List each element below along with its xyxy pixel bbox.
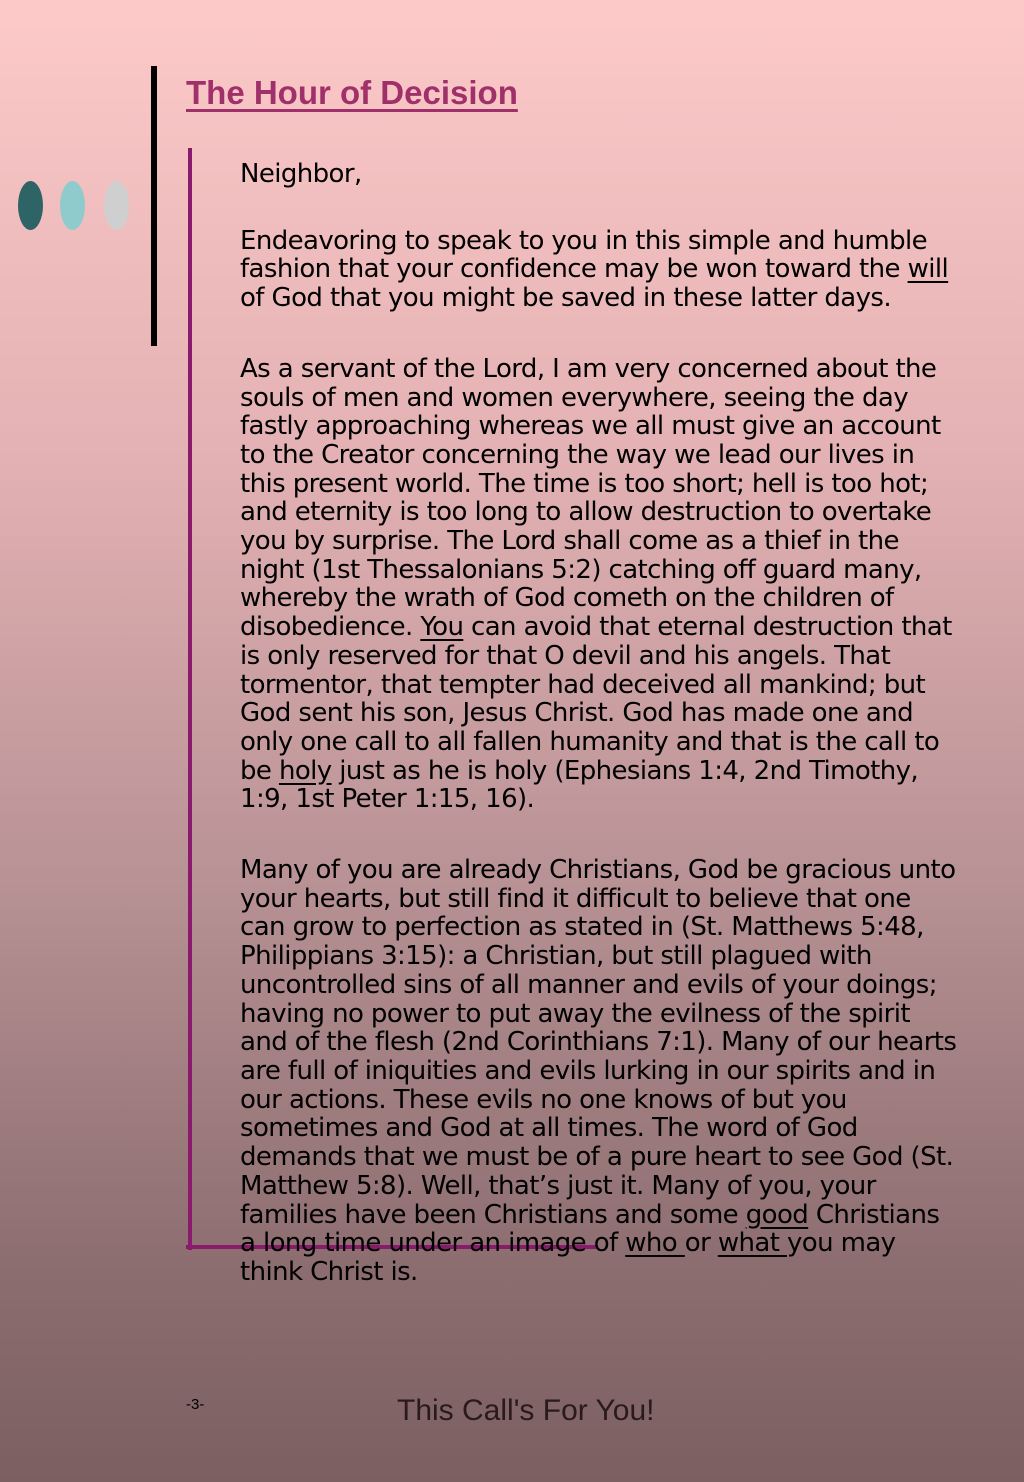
page-title: The Hour of Decision (186, 74, 518, 111)
p2-text-c: can avoid that eternal destruction that is only reserved for that O devil and his angels. That tormentor, that tempter had deceived all mankind; but God sent his son, Jesus Christ. God has made one and only one call to all fallen humanity and that is the call to be (240, 612, 952, 786)
p1-underlined-will: will (907, 254, 949, 285)
p3-text-a: Many of you are already Christians, God be gracious unto your hearts, but still find it difficult to believe that one can grow to perfection as stated in (St. Matthews 5:48, Philippians 3:15): a Christian, but still plagued with uncontrolled sins of all manner and evils of your doings; having no power to put away the evilness of the spirit and of the flesh (2nd Corinthians 7:1). Many of our hearts are full of iniquities and evils lurking in our spirits and in our actions. These evils no one knows of but you sometimes and God at all times. The word of God demands that we must be of a pure heart to see God (St. Matthew 5:8). Well, that’s just it. Many of you, your families have been Christians and some (240, 855, 957, 1230)
p3-underlined-good: good (745, 1199, 809, 1230)
letter-body (240, 160, 960, 1329)
greeting: Neighbor, (240, 159, 362, 189)
p3-text-g: you may think Christ is. (240, 1228, 896, 1287)
footer-text: This Call's For You! (397, 1394, 655, 1427)
purple-vertical-rule (188, 148, 192, 1250)
p3-underlined-what: what (717, 1228, 787, 1259)
p2-underlined-holy: holy (278, 755, 332, 786)
p2-text-a: As a servant of the Lord, I am very concerned about the souls of men and women everywhere, seeing the day fastly approaching whereas we all must give an account to the Creator concerning the way we lead our lives in this present world. The time is too short; hell is too hot; and eternity is too long to allow destruction to overtake you by surprise. The Lord shall come as a thief in the night (1st Thessalonians 5:2) catching off guard many, whereby the wrath of God cometh on the children of disobedience. (240, 353, 941, 643)
p3-text-c: Christians a long time under an image of (240, 1199, 940, 1259)
p2-text-e: just as he is holy (Ephesians 1:4, 2nd Timothy, 1:9, 1st Peter 1:15, 16). (240, 755, 919, 815)
paragraph-3 (240, 856, 960, 1287)
paragraph-1 (240, 227, 960, 313)
p2-underlined-you: You (420, 612, 464, 643)
gray-dot-icon (104, 181, 129, 230)
p1-text-c: of God that you might be saved in these latter days. (240, 283, 892, 314)
light-teal-dot-icon (60, 181, 85, 230)
black-vertical-rule (151, 66, 157, 346)
p3-text-e: or (684, 1228, 718, 1259)
paragraph-2 (240, 355, 960, 814)
p3-underlined-who: who (625, 1228, 685, 1259)
teal-dot-icon (18, 181, 43, 230)
p1-text-a: Endeavoring to speak to you in this simple and humble fashion that your confidence may be won toward the (240, 225, 928, 285)
page-number: -3- (186, 1396, 205, 1413)
